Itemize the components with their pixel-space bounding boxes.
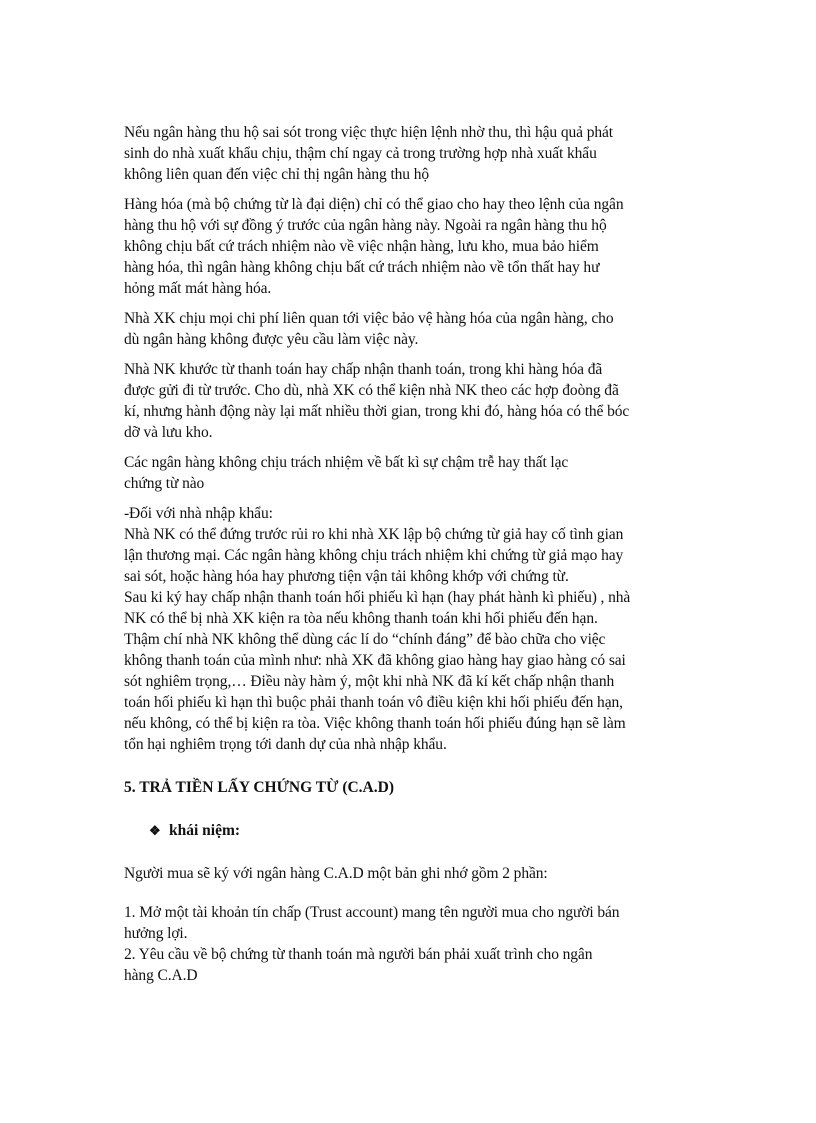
text-line: tổn hại nghiêm trọng tới danh dự của nhà nhập khẩu. [124, 736, 447, 753]
numbered-list [124, 902, 704, 986]
text-line: được gửi đi từ trước. Cho dù, nhà XK có thể kiện nhà NK theo các hợp đoòng đã [124, 382, 619, 399]
text-line: Nhà NK khước từ thanh toán hay chấp nhận thanh toán, trong khi hàng hóa đã [124, 361, 603, 378]
list-item: 2. Yêu cầu về bộ chứng từ thanh toán mà người bán phải xuất trình cho ngân [124, 946, 593, 963]
text-line: lận thương mại. Các ngân hàng không chịu trách nhiệm khi chứng từ giả mạo hay [124, 547, 624, 564]
text-line: NK có thể bị nhà XK kiện ra tòa nếu không thanh toán khi hối phiếu đến hạn. [124, 610, 598, 627]
text-line: Hàng hóa (mà bộ chứng từ là đại diện) chỉ có thể giao cho hay theo lệnh của ngân [124, 196, 624, 213]
text-line: không liên quan đến việc chỉ thị ngân hàng thu hộ [124, 166, 430, 183]
paragraph-goods-delivery [124, 194, 704, 299]
text-line: Sau ki ký hay chấp nhận thanh toán hối phiếu kì hạn (hay phát hành kì phiếu) , nhà [124, 589, 631, 606]
text-line: chứng từ nào [124, 475, 205, 492]
text-line: toán hối phiếu kì hạn thì buộc phải thanh toán vô điều kiện khi hối phiếu đến hạn, [124, 694, 623, 711]
text-line: sinh do nhà xuất khẩu chịu, thậm chí ngay cả trong trường hợp nhà xuất khẩu [124, 145, 597, 162]
section-heading: 5. TRẢ TIỀN LẤY CHỨNG TỪ (C.A.D) [124, 779, 394, 796]
text-line: sót nghiêm trọng,… Điều này hàm ý, một khi nhà NK đã kí kết chấp nhận thanh [124, 673, 615, 690]
paragraph-memo [124, 863, 704, 884]
text-line: không chịu bất cứ trách nhiệm nào về việc nhận hàng, lưu kho, mua bảo hiểm [124, 238, 599, 255]
diamond-bullet-icon: ❖ [149, 823, 161, 838]
text-line: hàng hóa, thì ngân hàng không chịu bất cứ trách nhiệm nào về tổn thất hay hư [124, 259, 600, 276]
text-line: kí, nhưng hành động này lại mất nhiều thời gian, trong khi đó, hàng hóa có thể bóc [124, 403, 630, 420]
paragraph-collecting-bank-error [124, 122, 704, 185]
text-line: Nếu ngân hàng thu hộ sai sót trong việc thực hiện lệnh nhờ thu, thì hậu quả phát [124, 124, 613, 141]
text-line: Nhà XK chịu mọi chi phí liên quan tới việc bảo vệ hàng hóa của ngân hàng, cho [124, 310, 614, 327]
list-item-continuation: hưởng lợi. [124, 925, 188, 942]
list-item: 1. Mở một tài khoản tín chấp (Trust account) mang tên người mua cho người bán [124, 904, 620, 921]
list-item-continuation: hàng C.A.D [124, 967, 198, 984]
paragraph-importer-risks [124, 503, 704, 755]
text-line: Các ngân hàng không chịu trách nhiệm về bất kì sự chậm trễ hay thất lạc [124, 454, 569, 471]
text-line: dù ngân hàng không được yêu cầu làm việc này. [124, 331, 419, 348]
text-line: không thanh toán của mình như: nhà XK đã không giao hàng hay giao hàng có sai [124, 652, 626, 669]
text-line: Người mua sẽ ký với ngân hàng C.A.D một bản ghi nhớ gồm 2 phần: [124, 865, 548, 882]
text-line: Nhà NK có thể đứng trước rủi ro khi nhà XK lập bộ chứng từ giả hay cố tình gian [124, 526, 624, 543]
document-page [124, 122, 704, 995]
text-line: dỡ và lưu kho. [124, 424, 213, 441]
text-line: nếu không, có thể bị kiện ra tòa. Việc không thanh toán hối phiếu đúng hạn sẽ làm [124, 715, 626, 732]
subsection-heading-text: khái niệm: [169, 822, 241, 839]
text-line: Thậm chí nhà NK không thể dùng các lí do “chính đáng” để bào chữa cho việc [124, 631, 606, 648]
paragraph-exporter-costs [124, 308, 704, 350]
text-line: -Đối với nhà nhập khẩu: [124, 505, 273, 522]
text-line: hỏng mất mát hàng hóa. [124, 280, 272, 297]
text-line: hàng thu hộ với sự đồng ý trước của ngân hàng này. Ngoài ra ngân hàng thu hộ [124, 217, 607, 234]
paragraph-bank-liability [124, 452, 704, 494]
subsection-heading [149, 820, 704, 841]
text-line: sai sót, hoặc hàng hóa hay phương tiện vận tải không khớp với chứng từ. [124, 568, 569, 585]
paragraph-importer-refusal [124, 359, 704, 443]
